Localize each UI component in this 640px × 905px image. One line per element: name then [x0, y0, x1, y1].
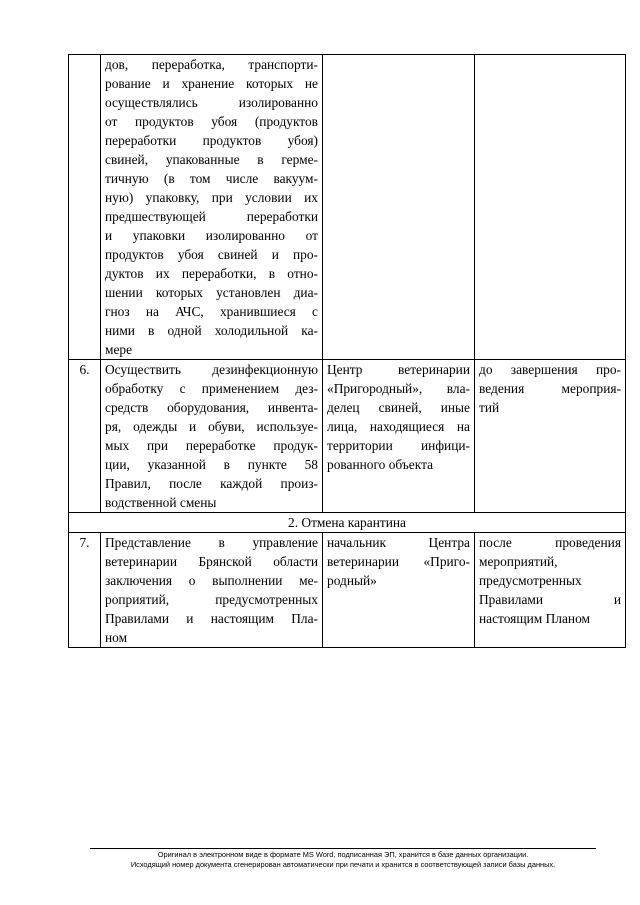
measures-table	[68, 54, 626, 648]
cell-line: настоящим Планом	[479, 611, 591, 626]
row-number-cell	[69, 55, 101, 360]
cell-line: предшествующей переработки	[105, 209, 318, 224]
footer-line: Исходящий номер документа сгенерирован автоматически при печати и хранится в соответствующей записи базы данных.	[130, 860, 556, 869]
cell-line: свиней, упакованные в герме-	[105, 152, 318, 167]
cell-line: от продуктов убоя (продуктов	[105, 114, 318, 129]
cell-line: мых при переработке продук-	[105, 438, 318, 453]
cell-line: рованного объекта	[327, 457, 434, 472]
cell-line: шении которых установлен диа-	[105, 285, 318, 300]
term-cell	[475, 533, 626, 648]
cell-line: заключения о выполнении ме-	[105, 573, 318, 588]
section-row	[69, 513, 626, 533]
cell-line: роприятий, предусмотренных	[105, 592, 318, 607]
term-cell	[475, 55, 626, 360]
row-number-cell: 6.	[69, 360, 101, 513]
cell-line: ними в одной холодильной ка-	[105, 323, 318, 338]
cell-line: после проведения	[479, 535, 621, 550]
cell-line: обработку с применением дез-	[105, 381, 318, 396]
cell-line: ведения мероприя-	[479, 381, 621, 396]
responsible-cell	[323, 55, 475, 360]
cell-line: делец свиней, иные	[327, 400, 470, 415]
cell-line: дуктов их переработки, в отно-	[105, 266, 318, 281]
cell-line: Центр ветеринарии	[327, 362, 470, 377]
table-row	[69, 533, 626, 648]
cell-line: начальник Центра	[327, 535, 470, 550]
row-number-cell: 7.	[69, 533, 101, 648]
action-cell	[101, 360, 323, 513]
cell-line: и упаковки изолированно от	[105, 228, 318, 243]
cell-line: водственной смены	[105, 495, 217, 510]
cell-line: Представление в управление	[105, 535, 318, 550]
cell-line: ря, одежды и обуви, используе-	[105, 419, 318, 434]
footer-line: Оригинал в электронном виде в формате MS Word, подписанная ЭП, хранится в базе данных организации.	[157, 850, 529, 859]
table-row	[69, 55, 626, 360]
cell-line: «Пригородный», вла-	[327, 381, 470, 396]
cell-line: дов, переработка, транспорти-	[105, 57, 318, 72]
cell-line: Правил, после каждой произ-	[105, 476, 318, 491]
cell-line: продуктов убоя свиней и про-	[105, 247, 318, 262]
cell-line: тий	[479, 400, 500, 415]
cell-line: предусмотренных	[479, 573, 582, 588]
cell-line: мере	[105, 342, 133, 357]
cell-line: средств оборудования, инвента-	[105, 400, 318, 415]
document-footer	[90, 848, 596, 870]
cell-line: переработки продуктов убоя)	[105, 133, 318, 148]
cell-line: ном	[105, 630, 128, 645]
responsible-cell	[323, 360, 475, 513]
action-cell	[101, 55, 323, 360]
cell-line: ветеринарии «Приго-	[327, 554, 470, 569]
cell-line: до завершения про-	[479, 362, 621, 377]
cell-line: ветеринарии Брянской области	[105, 554, 318, 569]
cell-line: ции, указанной в пункте 58	[105, 457, 318, 472]
cell-line: родный»	[327, 573, 377, 588]
cell-line: осуществлялись изолированно	[105, 95, 318, 110]
cell-line: Правилами и настоящим Пла-	[105, 611, 318, 626]
term-cell	[475, 360, 626, 513]
cell-line: территории инфици-	[327, 438, 470, 453]
table-row	[69, 360, 626, 513]
cell-line: Правилами и	[479, 592, 621, 607]
cell-line: ную) упаковку, при условии их	[105, 190, 318, 205]
responsible-cell	[323, 533, 475, 648]
cell-line: лица, находящиеся на	[327, 419, 470, 434]
cell-line: рование и хранение которых не	[105, 76, 318, 91]
cell-line: гноз на АЧС, хранившиеся с	[105, 304, 318, 319]
cell-line: тичную (в том числе вакуум-	[105, 171, 318, 186]
action-cell	[101, 533, 323, 648]
section-title: 2. Отмена карантина	[69, 513, 626, 533]
cell-line: мероприятий,	[479, 554, 558, 569]
cell-line: Осуществить дезинфекционную	[105, 362, 318, 377]
